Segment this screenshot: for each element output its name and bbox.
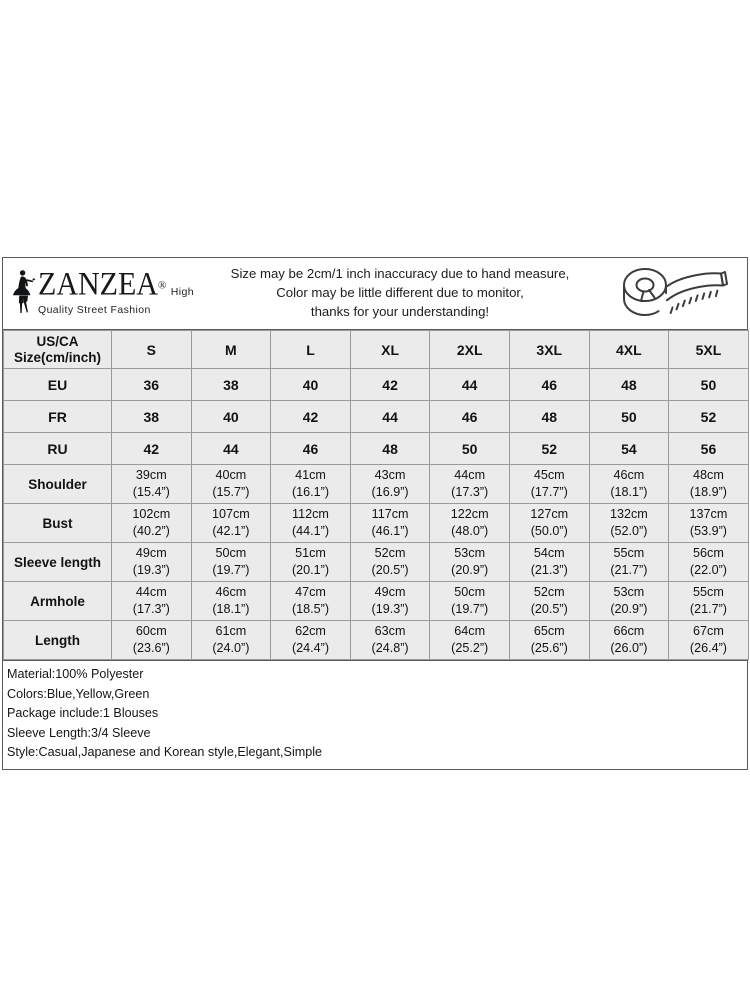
cell-eu-2xl: 44 [430,369,510,401]
cell-fr-5xl: 52 [669,401,749,433]
cell-length-m [191,621,271,660]
value-cm: 61cm [215,623,247,638]
cell-ru-5xl: 56 [669,433,749,465]
value-cm: 51cm [295,545,326,560]
value-cm: 65cm [533,623,565,638]
row-label-length: Length [4,621,112,660]
table-row [4,504,749,543]
value-inch: (44.1”) [291,524,330,539]
detail-sleeve-length: Sleeve Length:3/4 Sleeve [7,725,151,740]
row-label-eu: EU [4,369,112,401]
size-chart-block [2,257,748,770]
cell-ru-xl: 48 [350,433,430,465]
cell-fr-xl: 44 [350,401,430,433]
cell-bust-4xl [589,504,669,543]
cell-armhole-xl [350,582,430,621]
brand-name: ZANZEA [38,265,158,302]
value-inch: (40.2”) [132,524,170,539]
value-inch: (50.0”) [530,524,568,539]
value-cm: 52cm [533,584,565,599]
size-header-m: M [191,331,271,369]
value-cm: 67cm [693,623,724,638]
cell-length-s [112,621,192,660]
cell-bust-3xl [509,504,589,543]
cell-fr-4xl: 50 [589,401,669,433]
value-cm: 127cm [530,506,569,521]
notice-line-1: Size may be 2cm/1 inch inaccuracy due to hand measure, [230,266,570,282]
value-cm: 117cm [371,506,409,521]
value-inch: (18.9”) [689,485,727,500]
value-cm: 49cm [135,545,167,560]
chart-banner [3,258,747,330]
row-label-shoulder: Shoulder [4,465,112,504]
value-cm: 41cm [295,467,326,482]
value-cm: 44cm [454,467,486,482]
row-label-ru: RU [4,433,112,465]
cell-eu-s: 36 [112,369,192,401]
value-inch: (16.9”) [371,485,409,500]
cell-ru-3xl: 52 [509,433,589,465]
value-inch: (20.5”) [371,563,409,578]
value-inch: (15.4”) [132,485,170,500]
value-cm: 54cm [533,545,565,560]
value-inch: (24.0”) [212,641,250,656]
cell-length-3xl [509,621,589,660]
cell-armhole-3xl [509,582,589,621]
table-header-row [4,331,749,369]
detail-package: Package include:1 Blouses [7,706,159,721]
cell-armhole-4xl [589,582,669,621]
table-row [4,401,749,433]
size-header-s: S [112,331,192,369]
cell-sleeve-length-2xl [430,543,510,582]
cell-ru-4xl: 54 [589,433,669,465]
value-inch: (52.0”) [610,524,648,539]
value-cm: 60cm [135,623,167,638]
value-cm: 62cm [295,623,326,638]
value-cm: 47cm [295,584,326,599]
value-cm: 107cm [211,506,250,521]
value-cm: 48cm [693,467,724,482]
measurement-notice [203,265,597,321]
cell-eu-xl: 42 [350,369,430,401]
brand-logo [3,265,203,319]
cell-shoulder-5xl [669,465,749,504]
value-inch: (46.1”) [371,524,409,539]
row-label-sleeve-length: Sleeve length [4,543,112,582]
value-inch: (17.3”) [451,485,489,500]
size-header-2xl: 2XL [430,331,510,369]
cell-sleeve-length-4xl [589,543,669,582]
value-inch: (21.7”) [689,602,727,617]
value-inch: (19.3”) [371,602,409,617]
cell-bust-l [271,504,351,543]
size-table [3,330,749,660]
table-row [4,433,749,465]
value-cm: 132cm [609,506,648,521]
value-cm: 39cm [135,467,167,482]
value-cm: 66cm [613,623,645,638]
value-cm: 53cm [613,584,645,599]
value-inch: (19.7”) [212,563,250,578]
product-details [3,660,747,769]
cell-armhole-2xl [430,582,510,621]
value-cm: 56cm [693,545,724,560]
cell-sleeve-length-s [112,543,192,582]
brand-tagline: High Quality Street Fashion [38,285,194,316]
value-cm: 46cm [613,467,645,482]
cell-bust-2xl [430,504,510,543]
value-cm: 44cm [135,584,167,599]
value-cm: 50cm [454,584,486,599]
cell-sleeve-length-xl [350,543,430,582]
cell-fr-l: 42 [271,401,351,433]
value-cm: 52cm [374,545,406,560]
value-inch: (15.7”) [212,485,250,500]
value-inch: (19.3”) [132,563,170,578]
value-cm: 102cm [132,506,171,521]
cell-shoulder-2xl [430,465,510,504]
table-row [4,369,749,401]
table-row [4,543,749,582]
cell-armhole-m [191,582,271,621]
table-row [4,465,749,504]
cell-sleeve-length-3xl [509,543,589,582]
value-inch: (26.0”) [610,641,648,656]
value-inch: (53.9”) [689,524,727,539]
value-cm: 50cm [215,545,247,560]
notice-line-3: thanks for your understanding! [310,303,490,319]
cell-shoulder-xl [350,465,430,504]
measuring-tape-icon [597,265,747,323]
value-cm: 46cm [215,584,247,599]
cell-shoulder-s [112,465,192,504]
value-inch: (19.7”) [451,602,489,617]
size-header-xl: XL [350,331,430,369]
cell-shoulder-3xl [509,465,589,504]
cell-bust-m [191,504,271,543]
value-cm: 55cm [693,584,724,599]
row-label-bust: Bust [4,504,112,543]
value-inch: (21.7”) [610,563,648,578]
table-corner-header: US/CA Size(cm/inch) [4,331,112,369]
value-inch: (20.5”) [530,602,568,617]
value-inch: (20.9”) [451,563,489,578]
value-inch: (24.4”) [291,641,330,656]
row-label-fr: FR [4,401,112,433]
cell-ru-m: 44 [191,433,271,465]
value-inch: (24.8”) [371,641,409,656]
detail-colors: Colors:Blue,Yellow,Green [7,686,150,701]
cell-fr-s: 38 [112,401,192,433]
cell-length-4xl [589,621,669,660]
value-cm: 63cm [374,623,406,638]
size-header-5xl: 5XL [669,331,749,369]
cell-length-xl [350,621,430,660]
value-cm: 137cm [689,506,728,521]
registered-trademark-icon: ® [157,279,167,292]
cell-armhole-l [271,582,351,621]
cell-ru-s: 42 [112,433,192,465]
size-header-l: L [271,331,351,369]
woman-silhouette-icon [9,268,37,319]
cell-eu-4xl: 48 [589,369,669,401]
cell-eu-m: 38 [191,369,271,401]
cell-sleeve-length-l [271,543,351,582]
cell-ru-l: 46 [271,433,351,465]
value-inch: (25.2”) [451,641,489,656]
cell-eu-5xl: 50 [669,369,749,401]
value-inch: (48.0”) [451,524,489,539]
cell-sleeve-length-m [191,543,271,582]
size-header-4xl: 4XL [589,331,669,369]
value-inch: (18.1”) [212,602,250,617]
cell-length-l [271,621,351,660]
cell-shoulder-m [191,465,271,504]
value-cm: 112cm [292,506,329,521]
value-inch: (20.1”) [291,563,330,578]
value-inch: (42.1”) [212,524,250,539]
table-row [4,621,749,660]
cell-fr-m: 40 [191,401,271,433]
value-inch: (20.9”) [610,602,648,617]
cell-eu-3xl: 46 [509,369,589,401]
size-header-3xl: 3XL [509,331,589,369]
value-inch: (25.6”) [530,641,568,656]
cell-armhole-s [112,582,192,621]
detail-material: Material:100% Polyester [7,667,144,682]
cell-armhole-5xl [669,582,749,621]
value-cm: 122cm [450,506,489,521]
cell-shoulder-4xl [589,465,669,504]
value-inch: (22.0”) [689,563,727,578]
value-inch: (23.6”) [132,641,170,656]
value-inch: (18.1”) [610,485,648,500]
cell-length-2xl [430,621,510,660]
value-cm: 55cm [613,545,645,560]
cell-bust-5xl [669,504,749,543]
value-cm: 53cm [454,545,486,560]
table-row [4,582,749,621]
value-inch: (18.5”) [291,602,330,617]
value-inch: (17.7”) [530,485,568,500]
value-inch: (21.3”) [530,563,568,578]
cell-sleeve-length-5xl [669,543,749,582]
value-inch: (16.1”) [291,485,330,500]
value-cm: 64cm [454,623,486,638]
cell-eu-l: 40 [271,369,351,401]
cell-length-5xl [669,621,749,660]
cell-bust-xl [350,504,430,543]
value-cm: 45cm [533,467,565,482]
value-cm: 49cm [374,584,406,599]
value-cm: 43cm [374,467,406,482]
cell-bust-s [112,504,192,543]
cell-ru-2xl: 50 [430,433,510,465]
cell-fr-3xl: 48 [509,401,589,433]
detail-style: Style:Casual,Japanese and Korean style,Elegant,Simple [7,745,323,760]
row-label-armhole: Armhole [4,582,112,621]
notice-line-2: Color may be little different due to monitor, [276,285,524,301]
value-inch: (26.4”) [689,641,727,656]
cell-fr-2xl: 46 [430,401,510,433]
value-cm: 40cm [215,467,247,482]
cell-shoulder-l [271,465,351,504]
value-inch: (17.3”) [132,602,170,617]
